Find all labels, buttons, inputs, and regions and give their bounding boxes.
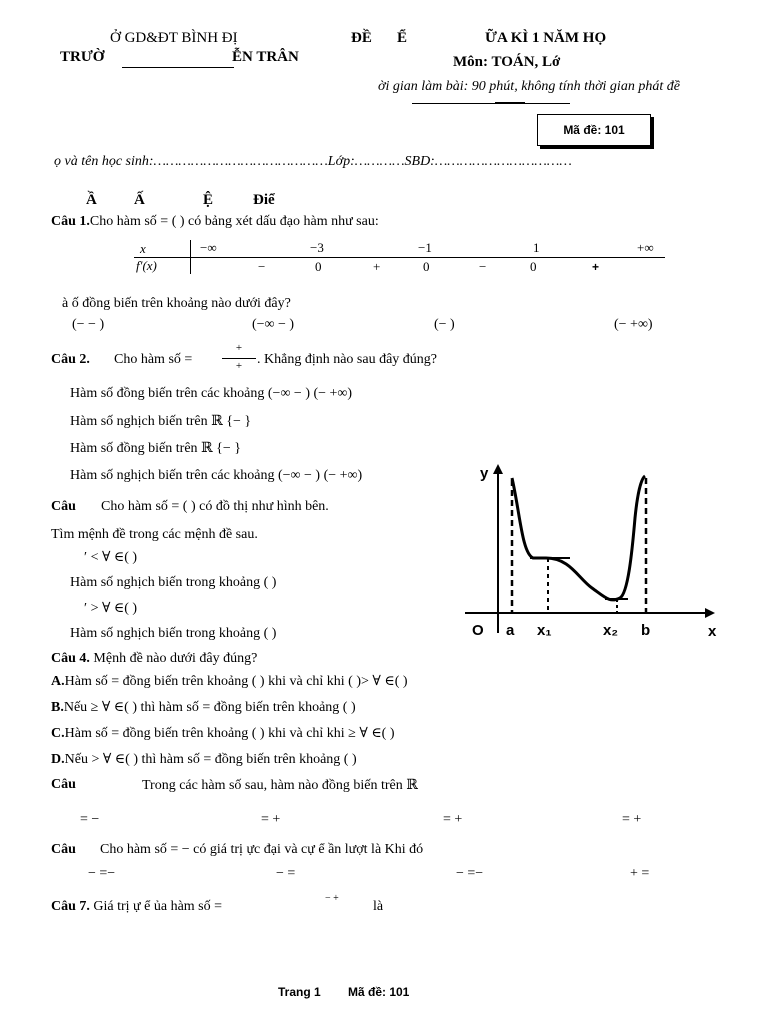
q3-option-d: Hàm số nghịch biến trong khoảng ( )	[70, 626, 277, 641]
graph-label-b: b	[641, 622, 651, 639]
q2-option-b: Hàm số nghịch biến trên ℝ {− }	[70, 414, 252, 429]
sign-table-x-value: −1	[418, 240, 432, 255]
q6-option-a: − =−	[88, 866, 116, 881]
q4-option-text: Hàm số = đồng biến trên khoảng ( ) khi và chỉ khi ≥ ∀ ∈( )	[64, 726, 395, 741]
q1-block	[51, 214, 379, 230]
exam-title-part2: Ể	[397, 30, 408, 46]
q4-option-letter: D.	[51, 752, 65, 767]
q1-option-c: (− )	[434, 317, 455, 332]
exam-code-box: Mã đề: 101	[537, 114, 651, 146]
q2-option-c: Hàm số đồng biến trên ℝ {− }	[70, 441, 242, 456]
footer-page: Trang 1	[278, 985, 321, 999]
q7-tail: là	[373, 899, 384, 914]
q3-option-a: ′ < ∀ ∈( )	[84, 550, 138, 565]
q7-label: Câu 7.	[51, 899, 90, 914]
graph-label-a: a	[506, 622, 515, 639]
sign-table-x-value: −3	[310, 240, 324, 255]
q3-label: Câu	[51, 499, 76, 514]
sign-table-sign: +	[592, 260, 600, 274]
q2-fraction-bottom: +	[235, 360, 243, 372]
footer-exam-code: Mã đề: 101	[348, 985, 410, 999]
exam-title-part1: ĐỀ	[351, 30, 372, 46]
q5-option-b: = +	[261, 812, 281, 827]
q4-option-text: Nếu ≥ ∀ ∈( ) thì hàm số = đồng biến trên khoảng ( )	[63, 700, 356, 715]
sign-table-hline	[134, 257, 665, 258]
sign-table-sign: −	[258, 259, 266, 274]
student-info-line: ọ và tên học sinh:……………………………………Lớp:…………SBD:……………………………	[54, 154, 572, 169]
q5-text: Trong các hàm số sau, hàm nào đồng biến trên ℝ	[142, 778, 418, 793]
q5-label: Câu	[51, 777, 76, 792]
q3-text: Cho hàm số = ( ) có đồ thị như hình bên.	[101, 499, 329, 514]
header-underline	[412, 103, 570, 104]
q6-option-d: + =	[630, 866, 650, 881]
q4-option-letter: B.	[51, 700, 64, 715]
exam-title-part3: ỮA KÌ 1 NĂM HỌ	[485, 30, 607, 46]
q3-function-graph	[460, 458, 730, 643]
q6-option-c: − =−	[456, 866, 484, 881]
section-heading-b: Ấ	[134, 192, 145, 208]
q3-option-c: ′ > ∀ ∈( )	[84, 601, 138, 616]
q4-text: Mệnh đề nào dưới đây đúng?	[93, 651, 258, 666]
sign-table-x-value: +∞	[637, 240, 654, 255]
graph-label-o: O	[472, 622, 484, 639]
q5-option-d: = +	[622, 812, 642, 827]
graph-label-x: x	[708, 623, 717, 640]
q4-option-letter: A.	[51, 674, 65, 689]
q4-option-b	[51, 699, 356, 716]
sign-table-fx-label: f′(x)	[136, 258, 157, 273]
section-heading-a: Ầ	[86, 192, 97, 208]
sign-table-x-label: x	[140, 241, 146, 256]
q4-option-text: Nếu > ∀ ∈( ) thì hàm số = đồng biến trên khoảng ( )	[64, 752, 357, 767]
sign-table-x-value: 1	[533, 240, 540, 255]
graph-y-arrow	[493, 464, 503, 474]
q1-option-a: (− − )	[72, 317, 105, 332]
header-underline-accent	[495, 102, 525, 104]
q2-option-a: Hàm số đồng biến trên các khoảng (−∞ − ) (− +∞)	[70, 386, 353, 401]
q6-label: Câu	[51, 842, 76, 857]
time-line: ời gian làm bài: 90 phút, không tính thời gian phát đề	[378, 79, 680, 94]
q7-block	[51, 899, 222, 915]
q7-exponent: − +	[325, 893, 339, 904]
school-prefix: TRƯỜ	[60, 49, 105, 65]
sign-table-x-value: −∞	[200, 240, 217, 255]
q4-option-c	[51, 725, 395, 742]
school-blank-line	[122, 67, 234, 68]
q4-option-d	[51, 751, 357, 768]
department-name: Ở GD&ĐT BÌNH ĐỊ	[110, 30, 238, 46]
sign-table-sign: +	[373, 259, 381, 274]
sign-table-sign: 0	[315, 259, 322, 274]
q2-option-d: Hàm số nghịch biến trên các khoảng (−∞ − ) (− +∞)	[70, 468, 363, 483]
school-suffix: ỄN TRÂN	[232, 49, 299, 65]
q4-option-letter: C.	[51, 726, 65, 741]
q5-option-c: = +	[443, 812, 463, 827]
q5-option-a: = −	[80, 812, 100, 827]
q2-fraction-bar	[222, 358, 256, 359]
q1-question: à ố đồng biến trên khoảng nào dưới đây?	[62, 296, 291, 311]
q6-text: Cho hàm số = − có giá trị ực đại và cự ể ần lượt là Khi đó	[100, 842, 424, 857]
q1-text: Cho hàm số = ( ) có bảng xét dấu đạo hàm như sau:	[89, 214, 379, 229]
q1-option-d: (− +∞)	[614, 317, 653, 332]
graph-label-x1: x₁	[537, 622, 552, 639]
sign-table-sign: 0	[530, 259, 537, 274]
sign-table-sign: 0	[423, 259, 430, 274]
section-heading-c: Ệ	[203, 192, 214, 208]
q3-line2: Tìm mệnh đề trong các mệnh đề sau.	[51, 527, 258, 542]
q2-text-a: Cho hàm số =	[114, 352, 193, 367]
subject-line: Môn: TOÁN, Lớ	[453, 54, 561, 70]
sign-table-sign: −	[479, 259, 487, 274]
graph-label-y: y	[480, 465, 489, 482]
q2-label: Câu 2.	[51, 352, 90, 367]
q2-text-b: . Khẳng định nào sau đây đúng?	[257, 352, 438, 367]
q4-block	[51, 651, 257, 667]
q3-option-b: Hàm số nghịch biến trong khoảng ( )	[70, 575, 277, 590]
graph-label-x2: x₂	[603, 622, 619, 639]
q4-option-a	[51, 673, 408, 690]
q4-option-text: Hàm số = đồng biến trên khoảng ( ) khi và chỉ khi ( )> ∀ ∈( )	[64, 674, 408, 689]
graph-x-arrow	[705, 608, 715, 618]
q7-text: Giá trị ự ể ủa hàm số =	[93, 899, 223, 914]
q1-option-b: (−∞ − )	[252, 317, 295, 332]
q2-fraction-top: +	[235, 342, 243, 354]
graph-curve	[512, 476, 645, 600]
sign-table-vline	[190, 240, 191, 274]
q6-option-b: − =	[276, 866, 296, 881]
q4-label: Câu 4.	[51, 651, 90, 666]
section-heading-d: Điể	[253, 192, 275, 208]
q1-label: Câu 1.	[51, 214, 90, 229]
